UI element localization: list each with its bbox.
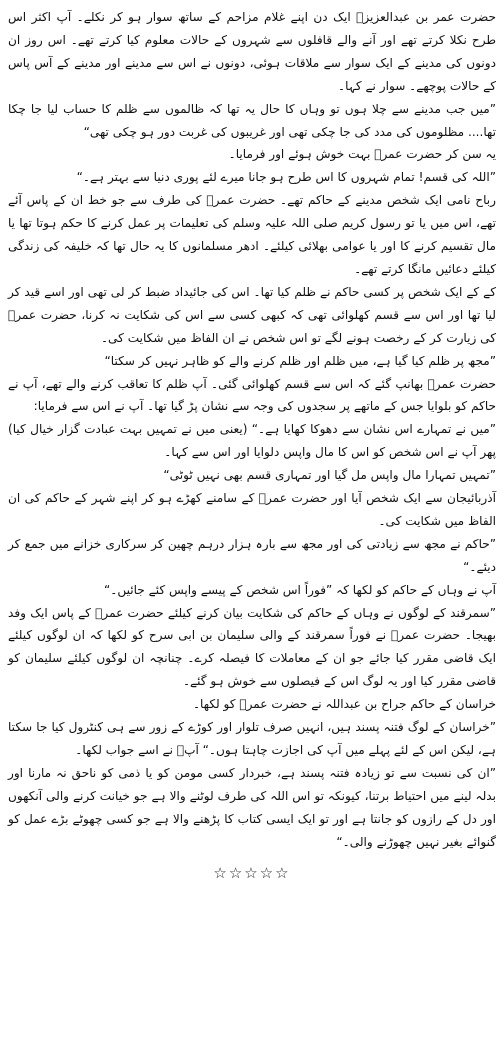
paragraph-12: ”حاکم نے مجھ سے زیادتی کی اور مجھ سے بارہ ہزار درہم چھین کر سرکاری خزانے میں جمع کر دیئے۔“ — [8, 536, 496, 574]
paragraph-14: ”سمرقند کے لوگوں نے وہاں کے حاکم کی شکایت بیان کرنے کیلئے حضرت عمرؒ کے پاس ایک وفد بھیجا۔ حضرت عمرؒ نے فوراً سمرقند کے والی سلیمان بن ابی سرح کو لکھا کہ ان لوگوں کیلئے ایک قاضی مقرر کیا جائے جو ان کے معاملات کا فیصلہ کرے۔ چنانچہ ان لوگوں کیلئے سلیمان کو قاضی مقرر کیا اور یہ لوگ اس کے فیصلوں سے خوش ہو گئے۔ — [8, 605, 496, 689]
paragraph-6: کے کے ایک شخص پر کسی حاکم نے ظلم کیا تھا۔ اس کی جائیداد ضبط کر لی تھی اور اسے قید کر لیا تھا اور اس سے قسم کھلوائی تھی کہ کبھی کسی سے اس کی شکایت نہ کرنا، حضرت عمرؒ کی زیارت کر کے رخصت ہونے لگے تو اس شخص نے ان الفاظ میں شکایت کی۔ — [8, 284, 496, 345]
paragraph-13: آپ نے وہاں کے حاکم کو لکھا کہ ”فوراً اس شخص کے پیسے واپس کئے جائیں۔“ — [104, 582, 496, 597]
paragraph-8: حضرت عمرؒ بھانپ گئے کہ اس سے قسم کھلوائی گئی۔ آپ ظلم کا تعاقب کرنے والے تھے، آپ نے حاکم کو بلوایا جس کے ماتھے پر سجدوں کی وجہ سے نشان پڑ گیا تھا۔ آپ نے اس سے فرمایا: — [8, 376, 496, 414]
paragraph-5: رباح نامی ایک شخص مدینے کے حاکم تھے۔ حضرت عمرؒ کی طرف سے جو خط ان کے پاس آئے تھے، اس میں یا تو رسول کریم صلی اللہ علیہ وسلم کی تعلیمات پر عمل کرنے کا حکم ہوتا تھا یا مال تقسیم کرنے کا اور یا عوامی بھلائی کیلئے۔ ادھر مسلمانوں کا یہ حال تھا کہ خلیفہ کی زندگی کیلئے دعائیں مانگا کرتے تھے۔ — [8, 193, 496, 276]
paragraph-17: ”ان کی نسبت سے تو زیادہ فتنہ پسند ہے، خبردار کسی مومن کو یا ذمی کو ناحق نہ مارنا اور بدلہ لینے میں احتیاط برتنا، کیونکہ تو اس اللہ کی طرف لوٹنے والا ہے جو خیانت کرنے والی آنکھوں اور دل کے رازوں کو جانتا ہے اور تو ایک ایسی کتاب کا پڑھنے والا ہے جو کسی چھوٹے بڑے عمل کو گنوائے بغیر نہیں چھوڑنے والی۔“ — [8, 765, 496, 849]
paragraph-16: ”خراسان کے لوگ فتنہ پسند ہیں، انہیں صرف تلوار اور کوڑے کے زور سے ہی کنٹرول کیا جا سکتا ہے، لیکن اس کے لئے پہلے میں آپ کی اجازت چاہتا ہوں۔“ آپؒ نے اسے جواب لکھا۔ — [8, 720, 496, 757]
paragraph-4: ”اللہ کی قسم! تمام شہروں کا اس طرح ہو جانا میرے لئے پوری دنیا سے بہتر ہے۔“ — [76, 170, 496, 185]
paragraph-9: ”میں نے تمہارے اس نشان سے دھوکا کھایا ہے۔“ (یعنی میں نے تمہیں بہت عبادت گزار خیال کیا) پھر آپ نے اس شخص کو اس کا مال واپس دلوایا اور اس سے کہا۔ — [8, 422, 496, 460]
section-end-stars: ☆☆☆☆☆ — [213, 863, 291, 882]
paragraph-3: یہ سن کر حضرت عمرؒ بہت خوش ہوئے اور فرمایا۔ — [228, 147, 496, 162]
paragraph-2: ”میں جب مدینے سے چلا ہوں تو وہاں کا حال یہ تھا کہ ظالموں سے ظلم کا حساب لیا جا چکا تھا.... مظلوموں کی مدد کی جا چکی تھی اور غریبوں کی غربت دور ہو چکی تھی“ — [8, 101, 496, 139]
paragraph-1: حضرت عمر بن عبدالعزیزؒ ایک دن اپنے غلام مزاحم کے ساتھ سوار ہو کر نکلے۔ آپ اکثر اس طرح نکلا کرتے تھے اور آنے والے قافلوں سے شہروں کے حالات معلوم کیا کرتے تھے۔ اس روز ان دونوں کی مدینے کے ایک سوار سے ملاقات ہوئی، دونوں نے اس سے مدینے اور مدینے کے آس پاس کے حالات پوچھے۔ سوار نے کہا۔ — [8, 10, 496, 93]
paragraph-15: خراسان کے حاکم جراح بن عبداللہ نے حضرت عمرؒ کو لکھا۔ — [192, 697, 496, 712]
paragraph-11: آذربائیجان سے ایک شخص آیا اور حضرت عمرؒ کے سامنے کھڑے ہو کر اپنے شہر کے حاکم کی ان الفاظ میں شکایت کی۔ — [8, 491, 496, 528]
paragraph-10: ”تمہیں تمہارا مال واپس مل گیا اور تمہاری قسم بھی نہیں ٹوٹی“ — [163, 468, 496, 483]
paragraph-7: ”مجھ پر ظلم کیا گیا ہے، میں ظلم اور ظلم کرنے والے کو ظاہر نہیں کر سکتا“ — [104, 353, 496, 368]
